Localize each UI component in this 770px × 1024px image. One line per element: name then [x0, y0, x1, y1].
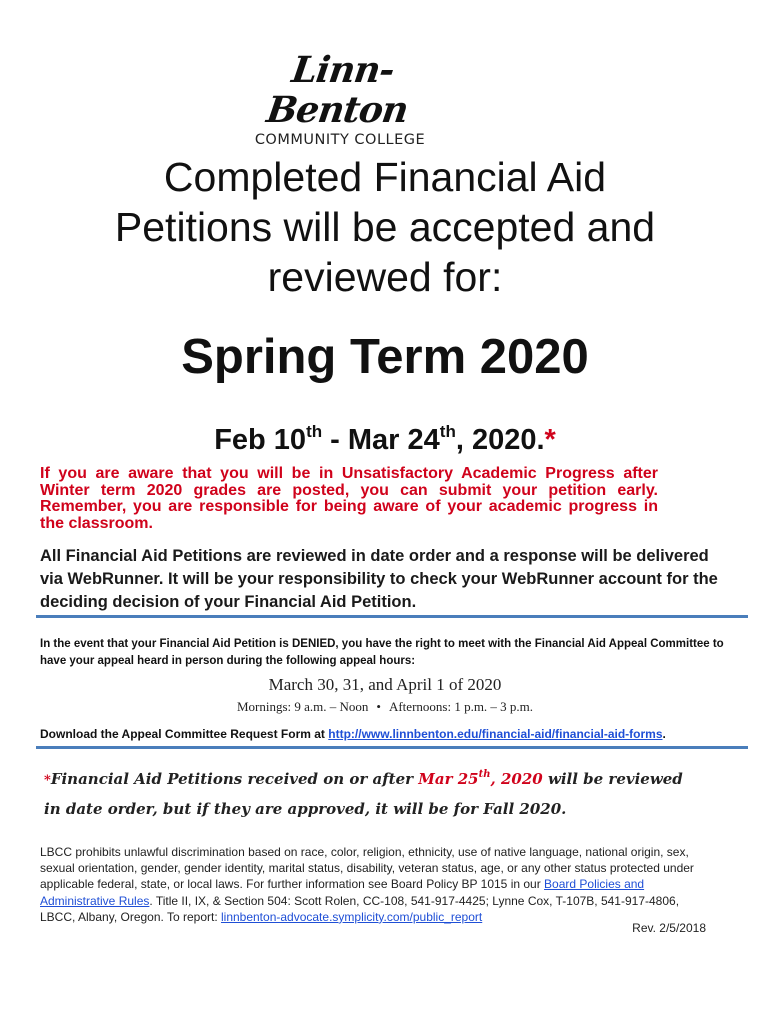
- dates-start-sup: th: [306, 422, 323, 441]
- late-date-sup: th: [478, 769, 491, 780]
- dates-start: Feb 10: [214, 424, 307, 456]
- late-petition-notice: [44, 765, 734, 823]
- divider-rule: [36, 746, 748, 749]
- dates-end: - Mar 24: [322, 424, 440, 456]
- legal-text-1: LBCC prohibits unlawful discrimination based on race, color, religion, ethnicity, use of native language, national origin, sex, sexual orientation, gender, gender identity, marital status, disability, veteran status, age, or any other status protected under applicable federal, state, or local laws. For further information see Board Policy BP 1015 in our: [40, 845, 694, 892]
- headline-line-1: Completed Financial Aid: [163, 154, 607, 200]
- forms-link[interactable]: http://www.linnbenton.edu/financial-aid/financial-aid-forms: [328, 727, 663, 741]
- download-suffix: .: [662, 727, 666, 741]
- late-notice-line-1: [44, 765, 734, 795]
- report-link[interactable]: linnbenton-advocate.symplicity.com/public_report: [220, 909, 483, 924]
- petition-dates: [40, 420, 730, 460]
- logo-sub-text: COMMUNITY COLLEGE: [254, 132, 426, 148]
- headline-line-2: Petitions will be accepted and: [114, 204, 656, 250]
- late-date: [418, 770, 542, 788]
- late-text-1: Financial Aid Petitions received on or after: [50, 770, 419, 788]
- late-asterisk: *: [44, 773, 51, 788]
- divider-rule: [36, 615, 748, 618]
- college-logo: [230, 49, 450, 148]
- late-text-2: will be reviewed: [542, 770, 683, 788]
- morning-hours: Mornings: 9 a.m. – Noon: [236, 699, 369, 714]
- headline: [40, 152, 730, 302]
- logo-script-text: Linn-Benton: [264, 49, 411, 131]
- nondiscrimination-statement: [40, 844, 712, 925]
- dates-asterisk: *: [544, 424, 556, 456]
- download-prefix: Download the Appeal Committee Request Form at: [40, 727, 329, 741]
- revision-date: Rev. 2/5/2018: [632, 921, 706, 935]
- late-date-year: , 2020: [490, 770, 543, 788]
- dates-year: , 2020.: [455, 424, 545, 456]
- denied-notice: In the event that your Financial Aid Petition is DENIED, you have the right to meet with the Financial Aid Appeal Committee to have your appeal heard in person during the following appeal hours:: [40, 638, 724, 667]
- sap-warning: If you are aware that you will be in Unsatisfactory Academic Progress after Winter term 2020 grades are posted, you can submit your petition early. Remember, you are responsible for being aware of your academic progress in the classroom.: [40, 465, 658, 532]
- review-notice: All Financial Aid Petitions are reviewed in date order and a response will be delivered via WebRunner. It will be your responsibility to check your WebRunner account for the deciding decision of your Financial Aid Petition.: [40, 547, 718, 611]
- term-title: Spring Term 2020: [181, 330, 589, 384]
- download-notice: [40, 726, 740, 742]
- headline-line-3: reviewed for:: [267, 254, 503, 300]
- appeal-times: [40, 697, 730, 717]
- afternoon-hours: Afternoons: 1 p.m. – 3 p.m.: [388, 699, 534, 714]
- dates-end-sup: th: [439, 422, 456, 441]
- late-date-text: Mar 25: [418, 770, 479, 788]
- legal-text-2: . Title II, IX, & Section 504: Scott Rolen, CC-108, 541-917-4425; Lynne Cox, T-107B, 541-917-4806, LBCC, Albany, Oregon. To report:: [40, 893, 680, 924]
- late-notice-line-2: in date order, but if they are approved, it will be for Fall 2020.: [44, 800, 567, 818]
- board-policies-link[interactable]: Board Policies and Administrative Rules: [40, 877, 645, 908]
- appeal-dates: March 30, 31, and April 1 of 2020: [268, 675, 502, 694]
- bullet-separator: •: [376, 699, 381, 714]
